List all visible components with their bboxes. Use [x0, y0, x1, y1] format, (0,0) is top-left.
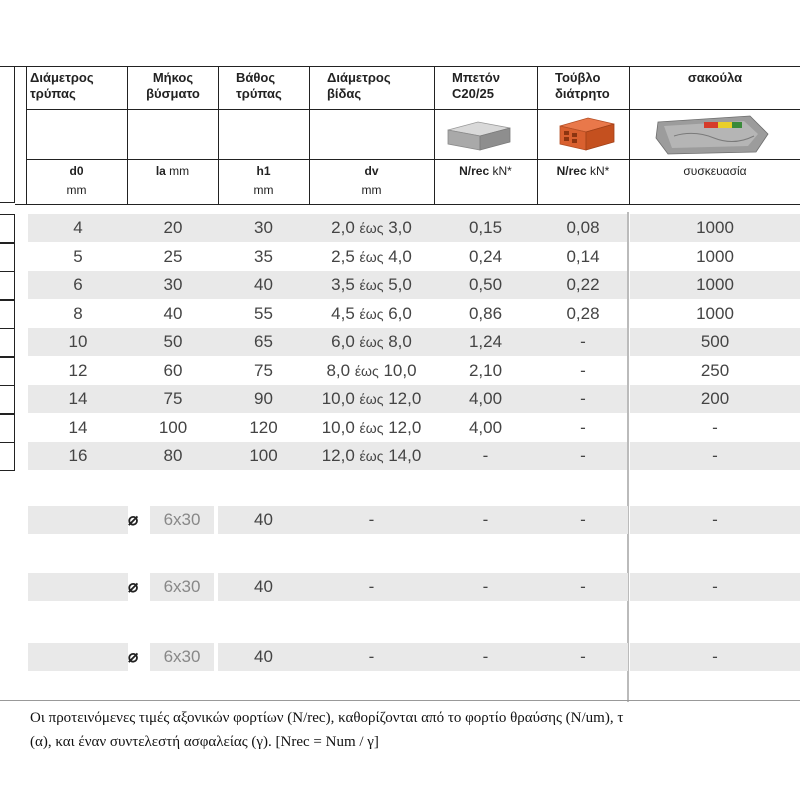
- cell-brick: -: [580, 417, 586, 437]
- row-left-bracket: [0, 328, 15, 357]
- diameter-symbol-icon: ⌀: [128, 510, 139, 529]
- special-size: 6x30: [150, 573, 214, 601]
- diameter-symbol-icon: ⌀: [128, 647, 139, 666]
- cell-brick: -: [580, 332, 586, 351]
- cell-brick: 0,28: [566, 303, 600, 323]
- cell-concrete: 2,10: [468, 360, 503, 380]
- cell-pack: 200: [630, 385, 800, 413]
- row-left-bracket: [0, 214, 15, 243]
- dv-to: 6,0: [388, 303, 412, 323]
- row-left-bracket: [0, 271, 15, 300]
- cell-h1: 35: [254, 246, 273, 266]
- cell-la: 75: [163, 389, 183, 408]
- special-cell-pack: -: [712, 647, 718, 666]
- cell-concrete: 0,24: [468, 246, 503, 266]
- dv-from: 4,5: [331, 303, 355, 323]
- table-row: [28, 357, 628, 385]
- header-concrete: Μπετόν C20/25: [452, 70, 500, 101]
- special-cell-concrete: -: [482, 577, 489, 596]
- unit-d0: d0 mm: [66, 164, 87, 197]
- unit-concrete: N/rec kN*: [459, 164, 512, 178]
- cell-h1: 120: [249, 417, 278, 437]
- cell-brick: 0,14: [566, 246, 600, 266]
- cell-brick: -: [580, 389, 586, 408]
- cell-h1: 40: [254, 275, 273, 294]
- special-cell-pack: -: [712, 510, 718, 529]
- table-row: [28, 328, 628, 356]
- cell-pack: 1000: [696, 246, 734, 266]
- cell-la: 50: [163, 332, 183, 351]
- header-divider: [629, 66, 630, 204]
- dv-from: 2,5: [331, 246, 355, 266]
- cell-pack: -: [712, 417, 718, 437]
- footnote-line-1: Οι προτεινόμενες τιμές αξονικών φορτίων (N/rec), καθορίζονται από το φορτίο θραύσης (N/um), τ: [30, 710, 624, 726]
- dv-from: 10,0: [321, 389, 355, 408]
- cell-h1: 65: [254, 332, 273, 351]
- dv-from: 6,0: [331, 332, 355, 351]
- dv-separator: έως: [359, 419, 384, 436]
- row-left-bracket: [0, 357, 15, 386]
- cell-screw-diameter: [309, 414, 434, 442]
- cell-screw-diameter: [309, 214, 434, 242]
- dv-from: 10,0: [321, 417, 355, 437]
- special-row-bg: [28, 506, 128, 534]
- cell-screw-diameter: [309, 243, 434, 271]
- cell-d0: 6: [73, 275, 83, 294]
- cell-concrete: 4,00: [468, 417, 503, 437]
- footnote-line-2: (α), και έναν συντελεστή ασφαλείας (γ). [Nrec = Num / γ]: [30, 734, 379, 750]
- dv-separator: έως: [359, 448, 384, 464]
- header-hole-depth: Βάθος τρύπας: [236, 70, 282, 101]
- cell-pack: 250: [700, 360, 730, 380]
- cell-concrete: 0,86: [468, 303, 503, 323]
- unit-dv: dv mm: [361, 164, 382, 197]
- cell-concrete: -: [482, 446, 489, 465]
- table-row: [28, 414, 628, 442]
- dv-separator: έως: [359, 248, 384, 265]
- special-cell-pack: -: [712, 577, 718, 596]
- dv-to: 10,0: [383, 360, 417, 380]
- header-divider: [26, 109, 800, 110]
- cell-screw-diameter: [309, 385, 434, 413]
- special-cell-h1: 40: [254, 647, 273, 666]
- unit-brick: N/rec kN*: [556, 164, 610, 178]
- cell-concrete: 0,50: [468, 275, 503, 294]
- cell-brick: -: [580, 446, 586, 465]
- cell-screw-diameter: [309, 271, 434, 299]
- header-bag: σακούλα: [687, 70, 743, 85]
- cell-concrete: 0,15: [468, 218, 503, 237]
- dv-to: 12,0: [388, 389, 422, 408]
- cell-screw-diameter: [309, 357, 434, 385]
- header-plug-length: Μήκος βύσματο: [146, 70, 200, 101]
- column-separator: [627, 212, 629, 702]
- cell-concrete: 1,24: [468, 332, 503, 351]
- header-divider: [26, 159, 800, 160]
- dv-to: 12,0: [388, 417, 422, 437]
- special-size: 6x30: [150, 643, 214, 671]
- cell-screw-diameter: [309, 300, 434, 328]
- special-cell-concrete: -: [482, 647, 489, 666]
- special-cell-h1: 40: [254, 577, 273, 596]
- special-cell-dv: -: [368, 647, 375, 666]
- table-row: [28, 442, 628, 470]
- dv-to: 8,0: [388, 332, 412, 351]
- special-cell-h1: 40: [254, 510, 273, 529]
- table-row: [28, 385, 628, 413]
- special-cell-brick: -: [580, 647, 586, 666]
- cell-d0: 8: [73, 303, 83, 323]
- dv-to: 14,0: [388, 446, 422, 465]
- cell-brick: -: [580, 360, 586, 380]
- cell-pack: -: [630, 442, 800, 470]
- dv-separator: έως: [359, 391, 384, 407]
- special-cell-brick: -: [580, 510, 586, 529]
- header-brick: Τούβλο διάτρητο: [555, 70, 610, 101]
- row-left-bracket: [0, 385, 15, 414]
- table-row: [28, 243, 628, 271]
- dv-to: 5,0: [388, 275, 412, 294]
- row-left-bracket: [0, 442, 15, 471]
- dv-separator: έως: [354, 362, 379, 379]
- cell-pack: 1000: [696, 303, 734, 323]
- cell-la: 20: [163, 218, 183, 237]
- dv-to: 4,0: [388, 246, 412, 266]
- special-row-bg: [28, 573, 128, 601]
- concrete-block-image: [444, 114, 514, 154]
- table-row: [28, 300, 628, 328]
- unit-la: la mm: [155, 164, 190, 178]
- cell-screw-diameter: [309, 328, 434, 356]
- cell-h1: 75: [254, 360, 273, 380]
- cell-la: 100: [158, 417, 188, 437]
- cell-d0: 14: [68, 417, 88, 437]
- cell-pack: 500: [630, 328, 800, 356]
- row-left-bracket: [0, 300, 15, 329]
- unit-pack: συσκευασία: [683, 164, 747, 178]
- cell-d0: 5: [73, 246, 83, 266]
- cell-la: 60: [163, 360, 183, 380]
- cell-brick: 0,22: [566, 275, 600, 294]
- cell-h1: 55: [254, 303, 273, 323]
- header-divider: [537, 66, 538, 204]
- header-divider: [434, 66, 435, 204]
- cell-d0: 14: [68, 389, 88, 408]
- cell-h1: 100: [249, 446, 278, 465]
- dv-separator: έως: [359, 220, 384, 236]
- cell-h1: 30: [254, 218, 273, 237]
- dv-from: 2,0: [331, 218, 355, 237]
- header-screw-diameter: Διάμετρος βίδας: [327, 70, 391, 101]
- cell-d0: 10: [68, 332, 88, 351]
- row-left-bracket: [0, 414, 15, 443]
- diameter-symbol-icon: ⌀: [128, 577, 139, 596]
- dv-to: 3,0: [388, 218, 412, 237]
- unit-h1: h1 mm: [253, 164, 274, 197]
- cell-la: 40: [163, 303, 183, 323]
- header-hole-diameter: Διάμετρος τρύπας: [30, 70, 94, 101]
- dv-from: 3,5: [331, 275, 355, 294]
- cell-pack: 1000: [630, 214, 800, 242]
- packaging-bag-image: [654, 112, 772, 156]
- cell-pack: 1000: [630, 271, 800, 299]
- table-row: [28, 214, 628, 242]
- cell-d0: 16: [68, 446, 88, 465]
- cell-la: 80: [163, 446, 183, 465]
- cell-la: 30: [163, 275, 183, 294]
- special-cell-dv: -: [368, 510, 375, 529]
- special-cell-concrete: -: [482, 510, 489, 529]
- special-size: 6x30: [150, 506, 214, 534]
- special-cell-dv: -: [368, 577, 375, 596]
- dv-separator: έως: [359, 334, 384, 350]
- dv-from: 8,0: [326, 360, 351, 380]
- cell-la: 25: [163, 246, 183, 266]
- cell-d0: 12: [68, 360, 88, 380]
- row-left-bracket: [0, 243, 15, 272]
- table-bottom-line: [0, 700, 800, 701]
- special-cell-brick: -: [580, 577, 586, 596]
- hollow-brick-image: [552, 114, 622, 154]
- cell-concrete: 4,00: [468, 389, 503, 408]
- cell-screw-diameter: [309, 442, 434, 470]
- cell-brick: 0,08: [566, 218, 600, 237]
- dv-separator: έως: [359, 277, 384, 293]
- header-left-bracket: [0, 66, 15, 203]
- dv-from: 12,0: [321, 446, 355, 465]
- table-row: [28, 271, 628, 299]
- dv-separator: έως: [359, 305, 384, 322]
- special-row-bg: [28, 643, 128, 671]
- cell-h1: 90: [254, 389, 273, 408]
- cell-d0: 4: [73, 218, 83, 237]
